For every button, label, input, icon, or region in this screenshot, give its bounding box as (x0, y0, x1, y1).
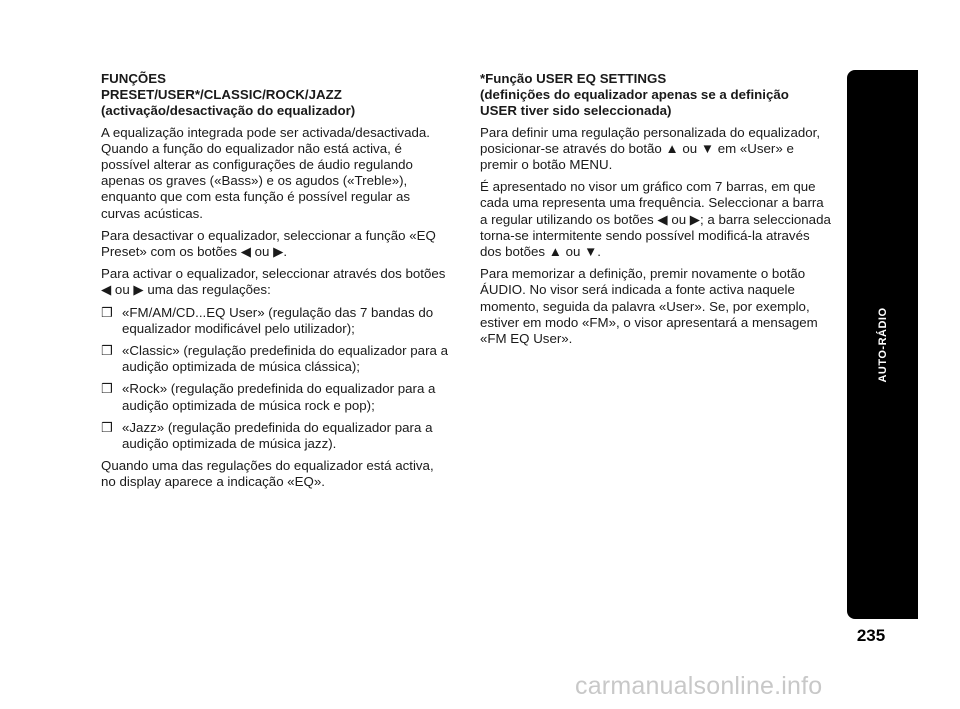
paragraph-user-define: Para definir uma regulação personalizada do equalizador, posicionar-se através do botão ▲ ou ▼ em «User» e premir o botão MENU. (480, 124, 821, 173)
page-number: 235 (856, 626, 886, 645)
paragraph-bars: É apresentado no visor um gráfico com 7 barras, em que cada uma representa uma frequência. Seleccionar a barra a regular utilizando os botões ◀ ou ▶; a barra seleccionada torna-se intermitente sendo possível modificá-la através dos botões ▲ ou ▼. (480, 179, 831, 260)
chapter-tab-label: AUTO-RÁDIO (876, 306, 889, 383)
heading-line: (definições do equalizador apenas se a definição (480, 87, 789, 103)
list-item (101, 343, 451, 375)
paragraph-intro: A equalização integrada pode ser activada/desactivada. Quando a função do equalizador não está activa, é possível alterar as configurações de áudio regulando apenas os graves («Bass») e os agudos («Treble»), enquanto que com esta função é possível regular as curvas acústicas. (101, 124, 430, 221)
checkbox-bullet-icon: ❒ (101, 419, 113, 435)
paragraph-eq-indicator: Quando uma das regulações do equalizador está activa, no display aparece a indicação «EQ». (101, 458, 434, 490)
list-item (101, 420, 451, 452)
heading-line: FUNÇÕES (101, 71, 167, 86)
checkbox-bullet-icon: ❒ (101, 304, 113, 320)
list-item-text: «Jazz» (regulação predefinida do equalizador para a audição optimizada de música jazz). (122, 419, 433, 452)
chapter-tab (847, 70, 918, 619)
list-item-text: «Rock» (regulação predefinida do equalizador para a audição optimizada de música rock e pop); (122, 381, 436, 413)
heading-line: PRESET/USER*/CLASSIC/ROCK/JAZZ (101, 87, 342, 103)
heading-line: *Função USER EQ SETTINGS (480, 71, 667, 86)
heading-line: USER tiver sido seleccionada) (480, 103, 672, 119)
paragraph-memorize: Para memorizar a definição, premir novamente o botão ÁUDIO. No visor será indicada a fonte activa naquele momento, seguida da palavra «User». Se, por exemplo, estiver em modo «FM», o visor apresentará a mensagem «FM EQ User». (480, 266, 818, 347)
paragraph-activate: Para activar o equalizador, seleccionar através dos botões ◀ ou ▶ uma das regulações: (101, 266, 446, 298)
paragraph-deactivate: Para desactivar o equalizador, seleccionar a função «EQ Preset» com os botões ◀ ou ▶. (101, 227, 436, 260)
section-heading-presets (101, 71, 451, 120)
heading-line: (activação/desactivação do equalizador) (101, 103, 356, 119)
list-item-text: «Classic» (regulação predefinida do equalizador para a audição optimizada de música clássica); (122, 343, 448, 375)
right-column (480, 71, 832, 353)
watermark: carmanualsonline.info (575, 672, 823, 700)
checkbox-bullet-icon: ❒ (101, 343, 113, 359)
list-item-text: «FM/AM/CD...EQ User» (regulação das 7 bandas do equalizador modificável pelo utilizador); (122, 304, 434, 336)
section-heading-user-eq (480, 71, 832, 120)
list-item (101, 381, 451, 413)
left-column (101, 71, 451, 497)
checkbox-bullet-icon: ❒ (101, 381, 113, 397)
list-item (101, 305, 451, 337)
